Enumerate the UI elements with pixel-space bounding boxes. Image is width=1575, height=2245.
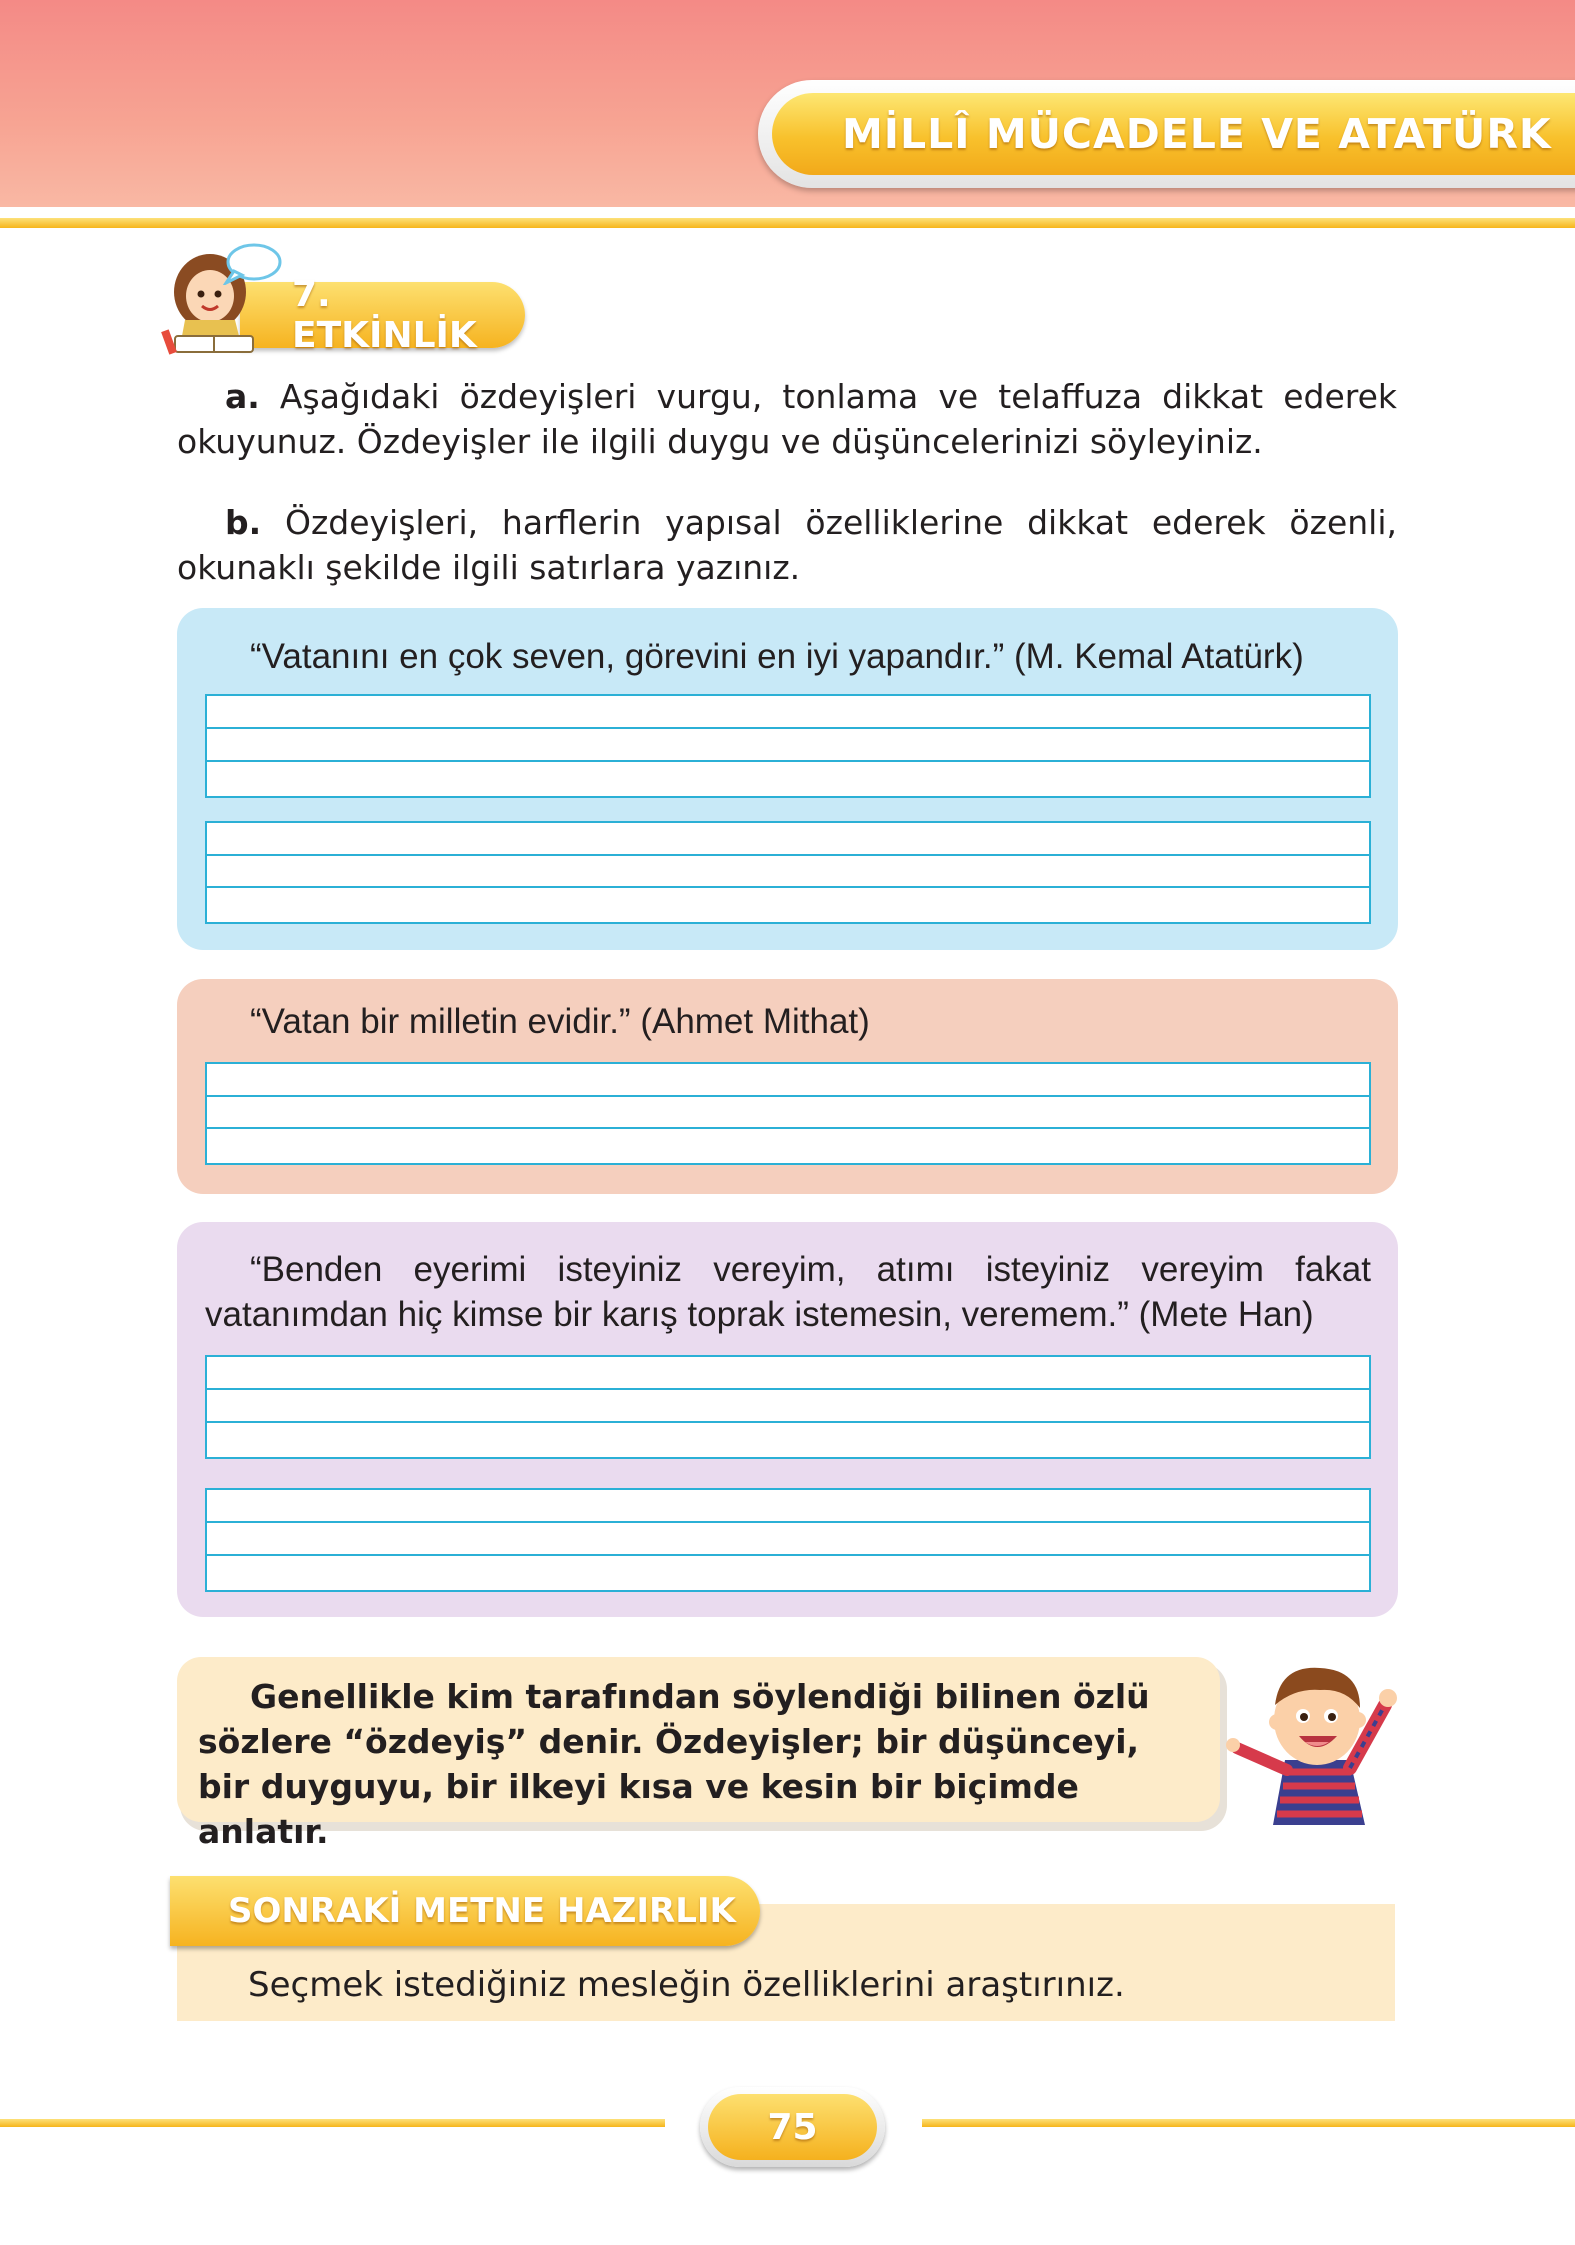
waving-boy-icon bbox=[1225, 1650, 1405, 1825]
next-text-prep-title: SONRAKİ METNE HAZIRLIK bbox=[228, 1891, 736, 1931]
chapter-title-pill bbox=[772, 93, 1575, 175]
instruction-a-letter: a. bbox=[225, 377, 260, 416]
instruction-b-letter: b. bbox=[225, 503, 262, 542]
page-number-pill bbox=[708, 2094, 877, 2160]
chapter-title: MİLLÎ MÜCADELE VE ATATÜRK bbox=[842, 110, 1552, 158]
writing-lines-ataturk-2[interactable] bbox=[205, 821, 1371, 924]
instruction-a bbox=[177, 374, 1397, 464]
next-text-prep-text: Seçmek istediğiniz mesleğin özelliklerini araştırınız. bbox=[248, 1965, 1125, 2005]
writing-lines-ataturk-1[interactable] bbox=[205, 694, 1371, 798]
activity-label: 7. ETKİNLİK bbox=[292, 274, 477, 356]
footer-divider-right bbox=[922, 2119, 1575, 2127]
writing-lines-mete-han-1[interactable] bbox=[205, 1355, 1371, 1459]
writing-lines-mete-han-2[interactable] bbox=[205, 1488, 1371, 1592]
instruction-a-text: Aşağıdaki özdeyişleri vurgu, tonlama ve telaffuza dikkat ederek okuyunuz. Özdeyişler ile ilgili duygu ve düşüncelerinizi söyleyiniz. bbox=[177, 377, 1397, 461]
instruction-b-text: Özdeyişleri, harflerin yapısal özelliklerine dikkat ederek özenli, okunaklı şekilde ilgili satırlara yazınız. bbox=[177, 503, 1397, 587]
quote-text-ataturk: “Vatanını en çok seven, görevini en iyi yapandır.” (M. Kemal Atatürk) bbox=[250, 637, 1304, 676]
quote-text-ahmet-mithat: “Vatan bir milletin evidir.” (Ahmet Mithat) bbox=[250, 1002, 870, 1041]
instruction-b bbox=[177, 500, 1397, 590]
speech-bubble-icon bbox=[222, 243, 282, 285]
writing-lines-ahmet-mithat[interactable] bbox=[205, 1062, 1371, 1165]
header-divider bbox=[0, 218, 1575, 228]
quote-text-mete-han: “Benden eyerimi isteyiniz vereyim, atımı isteyiniz vereyim fakat vatanımdan hiç kimse bir karış toprak istemesin, veremem.” (Mete Han) bbox=[205, 1250, 1371, 1334]
info-box-text: Genellikle kim tarafından söylendiği bilinen özlü sözlere “özdeyiş” denir. Özdeyişler; bir düşünceyi, bir duyguyu, bir ilkeyi kısa ve kesin bir biçimde anlatır. bbox=[198, 1677, 1150, 1851]
next-text-prep-pill bbox=[170, 1876, 760, 1946]
page-number: 75 bbox=[767, 2106, 818, 2148]
footer-divider-left bbox=[0, 2119, 665, 2127]
